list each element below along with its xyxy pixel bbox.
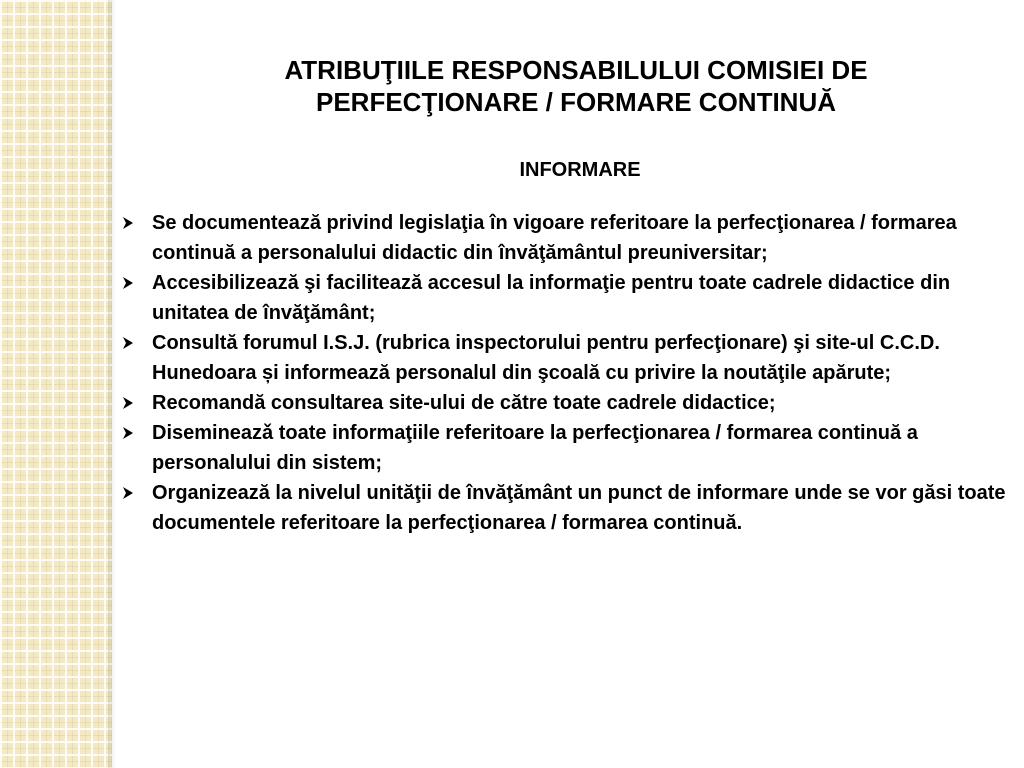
side-strip-shadow: [108, 0, 116, 768]
bullet-list: [118, 208, 1018, 538]
list-item: [118, 268, 1018, 328]
slide-content: [118, 54, 1018, 538]
arrow-bullet-icon: [121, 486, 135, 500]
slide-subtitle: INFORMARE: [519, 159, 641, 181]
slide-title-line-1: ATRIBUŢIILE RESPONSABILULUI COMISIEI DE: [284, 55, 868, 85]
decorative-side-strip: [0, 0, 112, 768]
arrow-bullet-icon: [121, 426, 135, 440]
arrow-bullet-icon: [121, 276, 135, 290]
slide-title: [118, 54, 1018, 118]
list-item-text: Consultă forumul I.S.J. (rubrica inspectorului pentru perfecţionare) şi site-ul C.C.D. Hunedoara și informează personalul din şcoală cu privire la noutăţile apărute;: [152, 332, 940, 384]
slide-title-line-2: PERFECŢIONARE / FORMARE CONTINUĂ: [316, 87, 836, 117]
list-item: [118, 328, 1018, 388]
list-item: [118, 418, 1018, 478]
list-item: [118, 478, 1018, 538]
list-item-text: Organizează la nivelul unităţii de învăţământ un punct de informare unde se vor găsi toate documentele referitoare la perfecţionarea / formarea continuă.: [152, 482, 1006, 534]
arrow-bullet-icon: [121, 216, 135, 230]
list-item-text: Accesibilizează şi facilitează accesul la informaţie pentru toate cadrele didactice din unitatea de învăţământ;: [152, 272, 951, 324]
list-item: [118, 208, 1018, 268]
list-item-text: Recomandă consultarea site-ului de către toate cadrele didactice;: [152, 392, 776, 414]
list-item-text: Disemineazǎ toate informaţiile referitoare la perfecţionarea / formarea continuă a personalului din sistem;: [152, 422, 918, 474]
arrow-bullet-icon: [121, 396, 135, 410]
list-item-text: Se documentează privind legislaţia în vigoare referitoare la perfecţionarea / formarea continuă a personalului didactic din învăţământul preuniversitar;: [152, 212, 957, 264]
list-item: [118, 388, 1018, 418]
arrow-bullet-icon: [121, 336, 135, 350]
